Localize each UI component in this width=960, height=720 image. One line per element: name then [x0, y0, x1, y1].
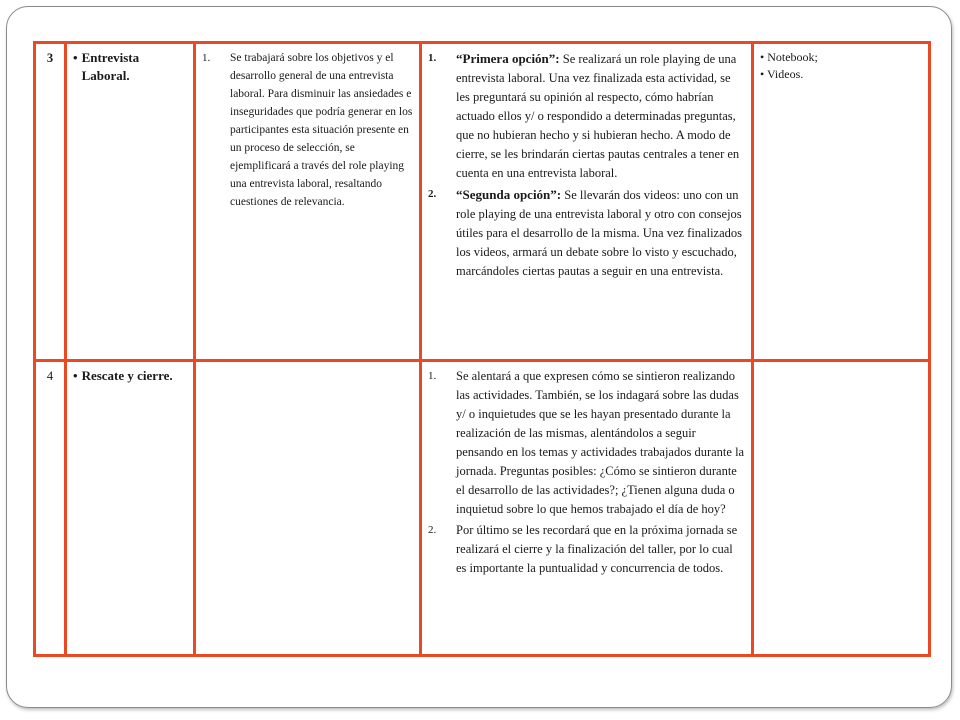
list-item [428, 49, 745, 183]
list-item [202, 49, 413, 211]
item-number: 1. [428, 52, 437, 64]
item-number: 2. [428, 524, 437, 536]
topic-cell [66, 43, 195, 361]
topic-cell [66, 361, 195, 656]
resource-item: • Videos. [760, 67, 804, 81]
objective-cell [195, 43, 421, 361]
activities-cell [421, 43, 753, 361]
activity-text: Se alentará a que expresen cómo se sintieron realizando las actividades. También, se los indagará sobre las dudas y/ o inquietudes que se les hayan presentado durante la realización de las mismas, alentándolos a seguir pensando en los temas y actividades trabajados durante la jornada. Preguntas posibles: ¿Cómo se sintieron durante el desarrollo de las actividades?; ¿Tienen alguna duda o inquietud sobre lo que hemos trabajado el día de hoy? [456, 369, 745, 516]
item-number: 2. [428, 188, 437, 200]
item-number: 1. [428, 370, 437, 382]
resources-cell [753, 43, 930, 361]
table-row [35, 43, 930, 361]
option-label: “Segunda opción”: [456, 187, 562, 202]
topic-title [73, 367, 187, 385]
list-item [428, 185, 745, 281]
topic-title-text: Rescate y cierre. [81, 368, 173, 383]
topic-title-text: Entrevista Laboral. [81, 50, 140, 83]
row-number: 4 [35, 361, 66, 656]
list-item [428, 521, 745, 578]
bullet-icon: • [73, 368, 78, 383]
item-number: 1. [202, 52, 211, 64]
activity-text: Se realizará un role playing de una entrevista laboral. Una vez finalizada esta actividad, se les preguntará su opinión al respecto, cómo habrían actuado ellos y/ o respondido a determinadas preguntas, que no hubieran hecho y si hubieran hecho. A modo de cierre, se les brindarán ciertas pautas centrales a tener en cuenta en una entrevista laboral. [456, 52, 740, 180]
row-number: 3 [35, 43, 66, 361]
topic-title [73, 49, 187, 85]
list-item [428, 367, 745, 519]
activity-plan-table [33, 41, 931, 657]
objective-cell [195, 361, 421, 656]
option-label: “Primera opción”: [456, 51, 560, 66]
activities-cell [421, 361, 753, 656]
objective-text: Se trabajará sobre los objetivos y el desarrollo general de una entrevista laboral. Para disminuir las ansiedades e inseguridades que podría generar en los participantes esta situación presente en un proceso de selección, se ejemplificará a través del role playing una entrevista laboral, resaltando cuestiones de relevancia. [230, 52, 413, 208]
bullet-icon: • [73, 50, 78, 65]
resource-item: • Notebook; [760, 50, 818, 64]
activity-text: Se llevarán dos videos: uno con un role playing de una entrevista laboral y otro con consejos útiles para el desarrollo de la misma. Una vez finalizados los videos, armará un debate sobre lo visto y escuchado, marcándoles ciertas pautas a seguir en una entrevista. [456, 188, 743, 278]
table-row [35, 361, 930, 656]
resources-cell [753, 361, 930, 656]
activity-text: Por último se les recordará que en la próxima jornada se realizará el cierre y la finalización del taller, por lo cual es importante la puntualidad y concurrencia de todos. [456, 523, 738, 575]
